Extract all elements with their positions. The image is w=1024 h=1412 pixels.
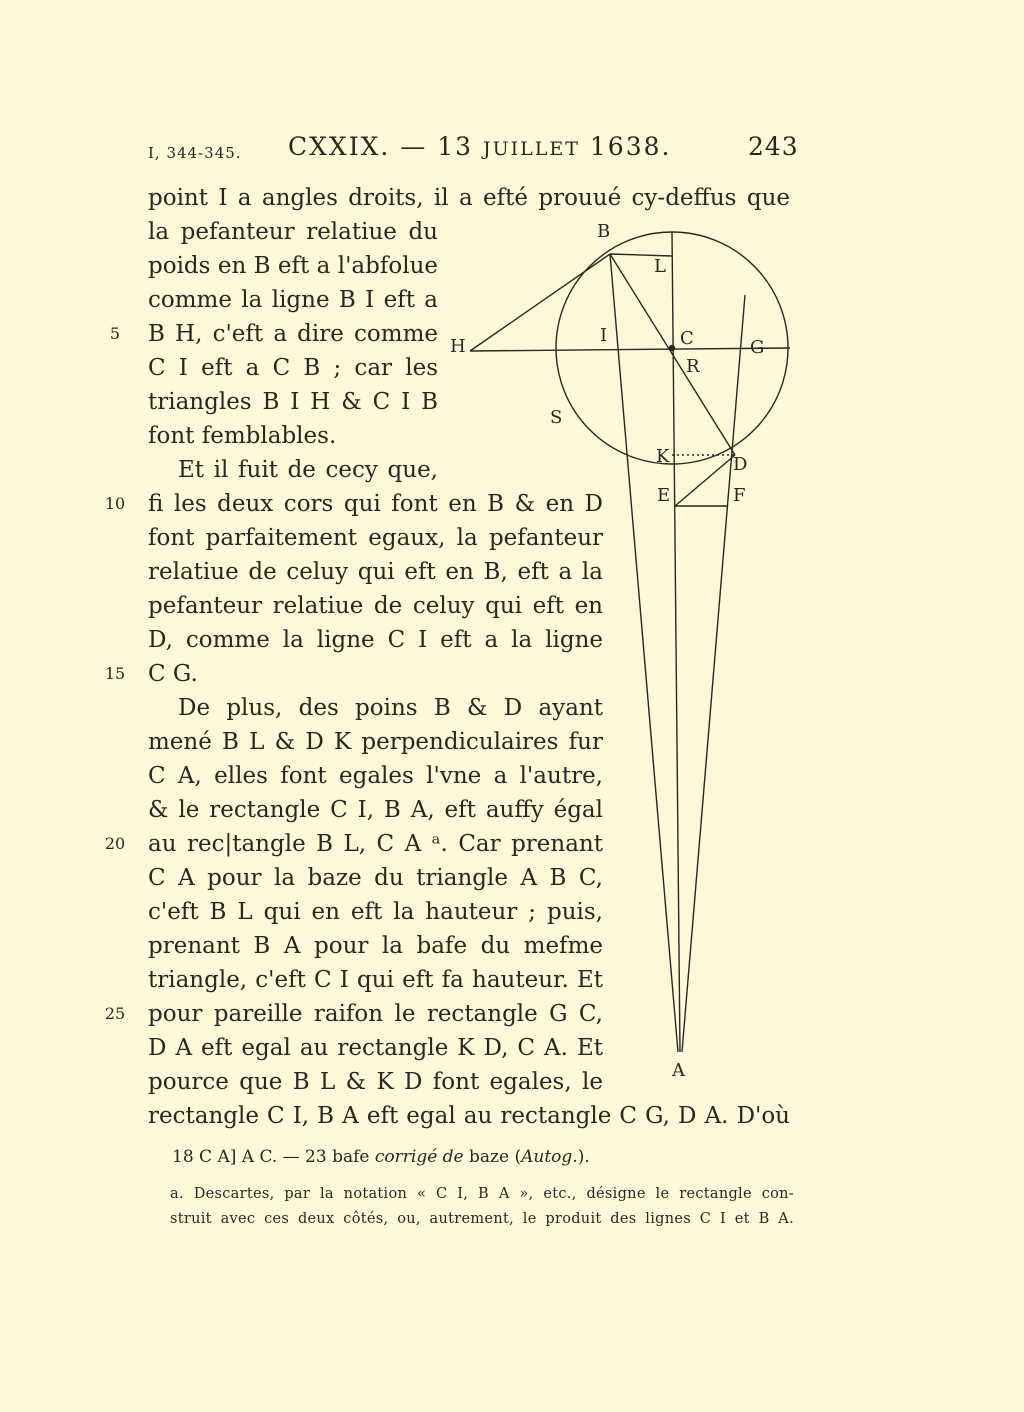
apparatus-italic: Autog. <box>521 1147 578 1167</box>
figure-label: K <box>656 446 670 467</box>
header-letter-number: CXXIX. — 13 <box>288 132 474 161</box>
text-line: au rec|tangle B L, C A ᵃ. Car prenant <box>148 831 603 857</box>
figure-line-ca <box>672 232 680 1052</box>
text-line: relatiue de celuy qui eft en B, eft a la <box>148 559 603 585</box>
text-line: pefanteur relatiue de celuy qui eft en <box>148 593 603 619</box>
line-number: 20 <box>104 834 126 853</box>
text-line: font parfaitement egaux, la pefanteur <box>148 525 603 551</box>
text-line: C A, elles font egales l'vne a l'autre, <box>148 763 603 789</box>
figure-line-ba <box>610 254 678 1052</box>
text-line: comme la ligne B I eft a <box>148 287 438 313</box>
header-reference: I, 344-345. <box>148 144 242 162</box>
text-line: rectangle C I, B A eft egal au rectangle C G, D A. D'où <box>148 1103 790 1129</box>
figure-label: F <box>733 485 746 506</box>
figure-label: R <box>686 356 700 377</box>
header-month: JUILLET <box>483 138 580 160</box>
text-line: font femblables. <box>148 423 337 449</box>
figure-label: L <box>654 256 666 277</box>
text-line: & le rectangle C I, B A, eft auffy égal <box>148 797 603 823</box>
text-line: point I a angles droits, il a efté prouué cy-deffus que <box>148 185 790 211</box>
geometry-figure <box>440 215 800 1085</box>
critical-apparatus <box>172 1142 590 1172</box>
apparatus-text: baze ( <box>463 1147 522 1167</box>
text-line: prenant B A pour la bafe du mefme <box>148 933 603 959</box>
figure-line-de <box>675 455 735 506</box>
figure-line-da <box>682 295 748 1052</box>
text-line: poids en B eft a l'abfolue <box>148 253 438 279</box>
footnote-line: a. Descartes, par la notation « C I, B A », etc., désigne le rectangle con- <box>170 1186 794 1202</box>
figure-label: E <box>657 485 671 506</box>
text-line: mené B L & D K perpendiculaires fur <box>148 729 603 755</box>
text-line: C A pour la baze du triangle A B C, <box>148 865 603 891</box>
line-number: 10 <box>104 494 126 513</box>
text-line: C G. <box>148 661 198 687</box>
text-line: De plus, des poins B & D ayant <box>178 695 603 721</box>
text-line: la pefanteur relatiue du <box>148 219 438 245</box>
line-number: 5 <box>109 324 121 343</box>
header-title <box>288 132 671 168</box>
page-number: 243 <box>748 132 799 161</box>
figure-label: I <box>600 325 608 346</box>
text-line: D, comme la ligne C I eft a la ligne <box>148 627 603 653</box>
figure-label: S <box>550 407 563 428</box>
line-number: 15 <box>104 664 126 683</box>
text-line: Et il fuit de cecy que, <box>178 457 438 483</box>
figure-label: G <box>750 337 765 358</box>
footnote-line: struit avec ces deux côtés, ou, autrement, le produit des lignes C I et B A. <box>170 1211 794 1227</box>
text-line: pour pareille raifon le rectangle G C, <box>148 1001 603 1027</box>
text-line: pource que B L & K D font egales, le <box>148 1069 603 1095</box>
text-line: D A eft egal au rectangle K D, C A. Et <box>148 1035 603 1061</box>
text-line: triangle, c'eft C I qui eft fa hauteur. Et <box>148 967 603 993</box>
text-line: B H, c'eft a dire comme <box>148 321 438 347</box>
line-number: 25 <box>104 1004 126 1023</box>
figure-label: C <box>680 328 694 349</box>
text-line: triangles B I H & C I B <box>148 389 438 415</box>
figure-label: B <box>597 221 611 242</box>
text-line: c'eft B L qui en eft la hauteur ; puis, <box>148 899 603 925</box>
apparatus-text: ). <box>577 1147 590 1167</box>
text-line: C I eft a C B ; car les <box>148 355 438 381</box>
figure-line-hg <box>470 348 790 351</box>
figure-label: D <box>733 454 748 475</box>
figure-line-hb <box>470 254 610 351</box>
apparatus-text: 18 C A] A C. — 23 bafe <box>172 1147 375 1167</box>
header-year: 1638. <box>589 132 672 161</box>
figure-point-c <box>670 346 675 351</box>
apparatus-italic: corrigé de <box>374 1147 464 1167</box>
figure-label: H <box>450 336 466 357</box>
figure-label: A <box>672 1060 685 1081</box>
text-line: fi les deux cors qui font en B & en D <box>148 491 603 517</box>
